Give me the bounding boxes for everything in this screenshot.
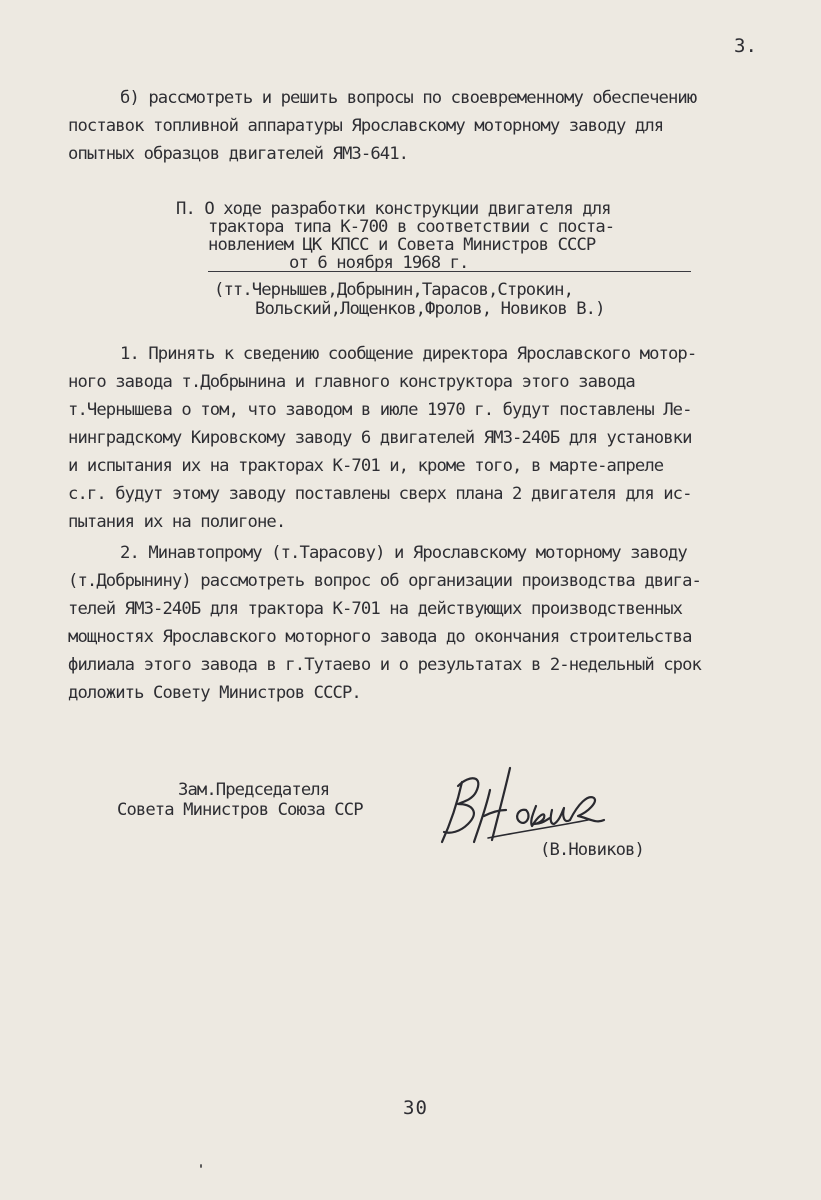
point-1-line-1: 1. Принять к сведению сообщение директора Ярославского мотор- (120, 344, 697, 364)
point-2-line-1: 2. Минавтопрому (т.Тарасову) и Ярославскому моторному заводу (120, 543, 687, 563)
section-heading-line-4: от 6 ноября 1968 г. (289, 253, 469, 273)
point-1-line-4: нинградскому Кировскому заводу 6 двигателей ЯМЗ-240Б для установки (68, 428, 692, 448)
point-2-line-2: (т.Добрынину) рассмотреть вопрос об организации производства двига- (68, 571, 701, 591)
item-b-line-2: поставок топливной аппаратуры Ярославскому моторному заводу для (68, 116, 664, 136)
section-heading-line-3: новлением ЦК КПСС и Совета Министров СССР (208, 235, 596, 255)
page-marker: 3. (734, 35, 757, 57)
participants-line-1: (тт.Чернышев,Добрынин,Тарасов,Строкин, (214, 280, 574, 300)
section-heading-line-1: П. О ходе разработки конструкции двигателя для (176, 199, 611, 219)
paper-speck (200, 1164, 202, 1168)
participants-line-2: Вольский,Лощенков,Фролов, Новиков В.) (255, 299, 605, 319)
signatory-title-line-2: Совета Министров Союза ССР (117, 800, 363, 820)
point-1-line-5: и испытания их на тракторах К-701 и, кроме того, в марте-апреле (68, 456, 664, 476)
point-1-line-2: ного завода т.Добрынина и главного конструктора этого завода (68, 372, 635, 392)
point-2-line-5: филиала этого завода в г.Тутаево и о результатах в 2-недельный срок (68, 655, 701, 675)
point-2-line-4: мощностях Ярославского моторного завода до окончания строительства (68, 627, 692, 647)
point-1-line-6: с.г. будут этому заводу поставлены сверх плана 2 двигателя для ис- (68, 484, 692, 504)
point-1-line-7: пытания их на полигоне. (68, 512, 286, 532)
page-number-footer: 30 (403, 1097, 428, 1119)
point-2-line-6: доложить Совету Министров СССР. (68, 683, 361, 703)
point-2-line-3: телей ЯМЗ-240Б для трактора К-701 на действующих производственных (68, 599, 683, 619)
heading-underline (208, 271, 691, 272)
point-1-line-3: т.Чернышева о том, что заводом в июле 1970 г. будут поставлены Ле- (68, 400, 692, 420)
signatory-title-line-1: Зам.Председателя (178, 780, 330, 800)
item-b-line-3: опытных образцов двигателей ЯМЗ-641. (68, 144, 409, 164)
item-b-line-1: б) рассмотреть и решить вопросы по своевременному обеспечению (120, 88, 697, 108)
handwritten-signature (428, 760, 618, 852)
signatory-name: (В.Новиков) (540, 840, 644, 860)
section-heading-line-2: трактора типа К-700 в соответствии с поста- (208, 217, 615, 237)
